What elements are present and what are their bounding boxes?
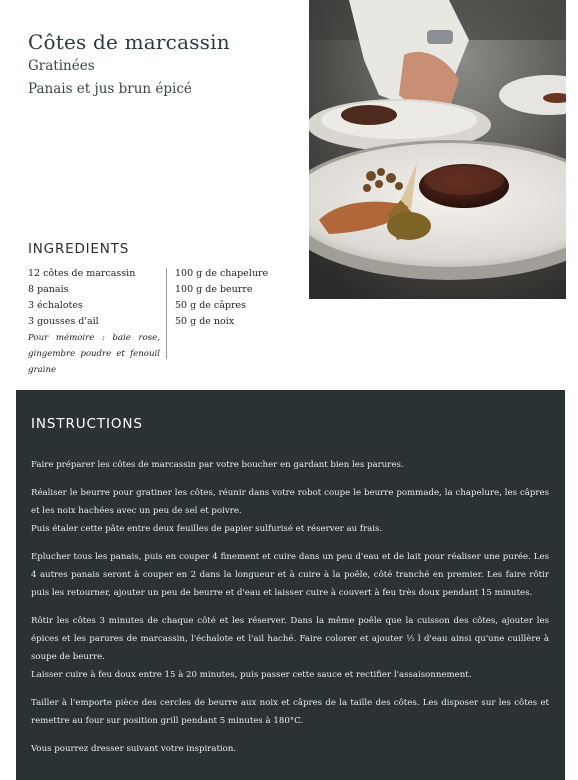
ingredient-item: 12 côtes de marcassin [28, 268, 136, 279]
instruction-step: Vous pourrez dresser suivant votre inspiration. [31, 744, 237, 754]
ingredients-list-left [28, 266, 160, 378]
ingredients-heading: INGREDIENTS [28, 241, 130, 257]
ingredients-divider [166, 268, 167, 359]
instructions-heading: INSTRUCTIONS [31, 416, 143, 432]
instruction-step: Eplucher tous les panais, puis en couper 4 finement et cuire dans un peu d'eau et de lait pour réaliser une purée. Les 4 autres panais seront à couper en 2 dans la longueur et à cuire à la poêle, côté tranché en premier. Les faire rôtir puis les retourner, ajouter un peu de beurre et d'eau et laisser cuire à couvert à feu très doux pendant 15 minutes. [31, 552, 549, 598]
ingredient-item: 8 panais [28, 284, 69, 295]
ingredient-item: 3 échalotes [28, 300, 83, 311]
ingredients-note: Pour mémoire : baie rose, gingembre poudre et fenouil graine [28, 333, 160, 375]
ingredient-item: 50 g de câpres [175, 300, 247, 311]
recipe-accompaniment: Panais et jus brun épicé [28, 81, 192, 97]
plated-dish-photo [309, 0, 566, 299]
instruction-step: Réaliser le beurre pour gratiner les côtes, réunir dans votre robot coupe le beurre pommade, la chapelure, les câpres et les noix hachées avec un peu de sel et poivre. Puis étaler cette pâte entre deux feuilles de papier sulfurisé et réserver au frais. [31, 488, 549, 534]
instruction-step: Faire préparer les côtes de marcassin par votre boucher en gardant bien les parures. [31, 460, 404, 470]
ingredients-list-right [175, 266, 295, 330]
ingredient-item: 50 g de noix [175, 316, 235, 327]
instructions-body [31, 456, 549, 768]
instruction-step: Rôtir les côtes 3 minutes de chaque côté et les réserver. Dans la même poêle que la cuisson des côtes, ajouter les épices et les parures de marcassin, l'échalote et l'ail haché. Faire colorer et ajouter ½ l d'eau ainsi qu'une cuillère à soupe de beurre. Laisser cuire à feu doux entre 15 à 20 minutes, puis passer cette sauce et rectifier l'assaisonnement. [31, 616, 549, 680]
recipe-title: Côtes de marcassin [28, 30, 230, 54]
instructions-panel [16, 390, 565, 780]
ingredient-item: 100 g de beurre [175, 284, 253, 295]
recipe-subtitle: Gratinées [28, 58, 95, 74]
instruction-step: Tailler à l'emporte pièce des cercles de beurre aux noix et câpres de la taille des côtes. Les disposer sur les côtes et remettre au four sur position grill pendant 5 minutes à 180°C. [31, 698, 549, 726]
ingredient-item: 100 g de chapelure [175, 268, 269, 279]
ingredient-item: 3 gousses d'ail [28, 316, 99, 327]
